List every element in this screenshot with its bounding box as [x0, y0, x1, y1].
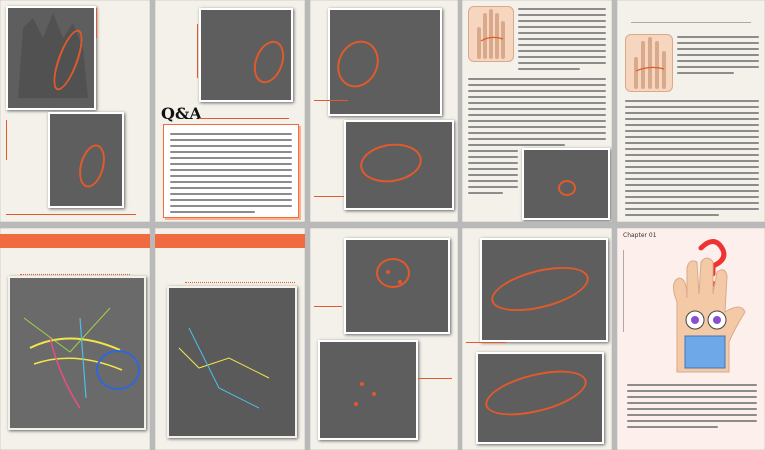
annotation-note — [418, 378, 452, 409]
page-thumb-3[interactable] — [310, 0, 458, 222]
page-thumb-9[interactable] — [462, 228, 612, 450]
hand-illustration — [625, 34, 673, 92]
qa-heading — [199, 110, 289, 119]
annotation-note — [6, 208, 136, 215]
annotation-labels — [185, 258, 295, 283]
palm-print-image — [167, 286, 297, 438]
hand-illustration — [468, 6, 514, 62]
page-thumb-5[interactable] — [617, 0, 765, 222]
highlight-oval — [248, 37, 289, 88]
palm-print-image — [344, 238, 450, 334]
palm-print-image — [344, 120, 454, 210]
page-thumb-6[interactable] — [0, 228, 150, 450]
palm-print-image — [318, 340, 418, 440]
body-text — [468, 78, 606, 150]
answer-text — [170, 133, 292, 217]
highlight-oval — [96, 350, 140, 390]
palm-print-image — [480, 238, 608, 342]
highlight-oval — [75, 142, 110, 191]
palm-print-image — [6, 6, 96, 110]
body-text — [518, 8, 606, 74]
vertical-title — [623, 250, 638, 332]
page-thumb-7[interactable] — [155, 228, 305, 450]
annotation-labels — [20, 256, 130, 275]
chapter-label: Chapter 01 — [623, 232, 657, 239]
palm-print-image — [48, 112, 124, 208]
page-thumb-2[interactable] — [155, 0, 305, 222]
body-text — [625, 100, 759, 220]
qa-answer-card — [163, 124, 299, 218]
highlight-oval — [487, 258, 593, 319]
annotation-note — [314, 306, 342, 331]
section-heading — [631, 14, 751, 23]
chapter-banner — [0, 234, 150, 248]
body-text — [677, 36, 759, 78]
annotation-note — [314, 100, 348, 137]
highlight-oval — [358, 140, 425, 186]
body-text — [468, 150, 518, 198]
page-thumb-10[interactable] — [617, 228, 765, 450]
annotation-note — [314, 196, 344, 213]
highlight-oval — [481, 362, 591, 424]
page-thumb-8[interactable] — [310, 228, 458, 450]
palm-print-image — [199, 8, 293, 102]
annotation-note — [6, 120, 45, 160]
cartoon-hand-illustration — [655, 232, 755, 378]
highlight-oval — [558, 180, 576, 196]
palm-print-image — [522, 148, 610, 220]
annotation-note — [159, 24, 198, 78]
highlight-oval — [330, 34, 387, 94]
qa-title: Q&A — [161, 104, 202, 123]
annotation-note — [96, 8, 145, 38]
chapter-banner — [155, 234, 305, 248]
palm-print-image — [476, 352, 604, 444]
page-thumb-1[interactable] — [0, 0, 150, 222]
palm-print-image — [8, 276, 146, 430]
body-text — [627, 384, 757, 432]
highlight-oval — [376, 258, 410, 288]
page-thumb-4[interactable] — [462, 0, 612, 222]
